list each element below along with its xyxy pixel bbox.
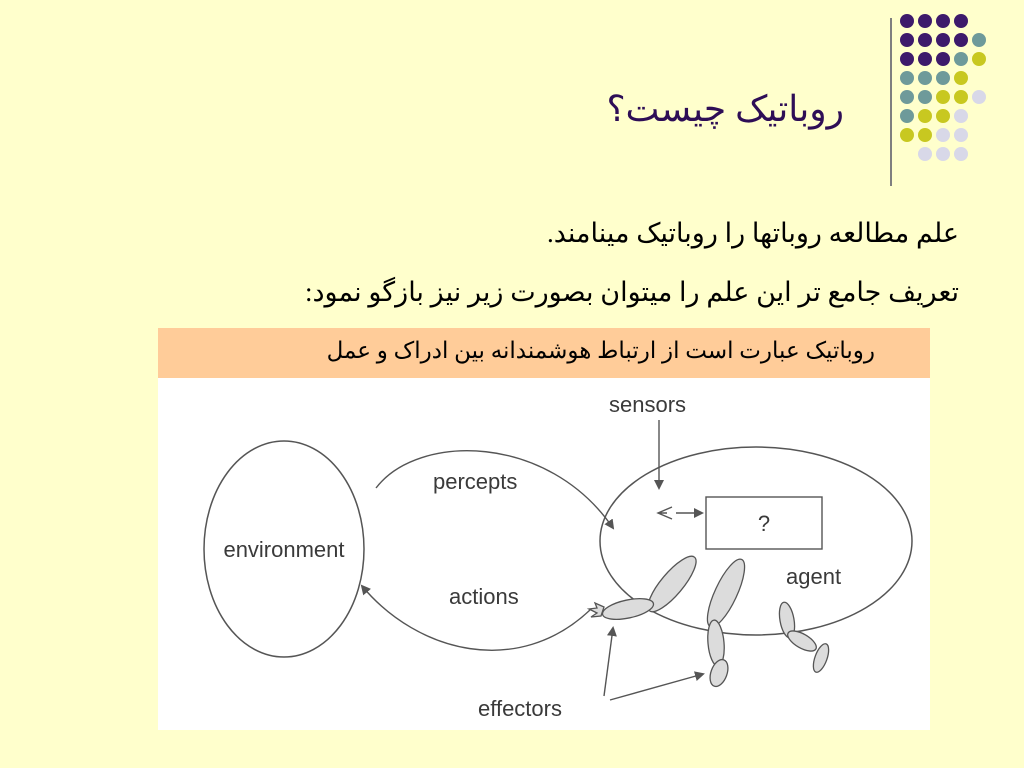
deco-dot [918, 90, 932, 104]
deco-dot [972, 90, 986, 104]
deco-dot [936, 33, 950, 47]
banner-text: روباتیک عبارت است از ارتباط هوشمندانه بین ادراک و عمل [326, 338, 875, 363]
deco-dot [900, 128, 914, 142]
deco-dot [954, 14, 968, 28]
deco-dot [936, 128, 950, 142]
agent-environment-diagram [158, 378, 930, 730]
effectors-arrow-right [610, 674, 703, 700]
deco-dot [954, 52, 968, 66]
deco-dot [918, 147, 932, 161]
definition-line-2: تعریف جامع تر این علم را میتوان بصورت زیر نیز بازگو نمود: [305, 277, 959, 307]
definition-banner [158, 328, 930, 378]
deco-dot [936, 52, 950, 66]
deco-dot [900, 33, 914, 47]
deco-dot [918, 14, 932, 28]
deco-dot [954, 33, 968, 47]
deco-dot [918, 71, 932, 85]
sensors-label: sensors [609, 392, 687, 417]
deco-dot [954, 109, 968, 123]
deco-dot [900, 90, 914, 104]
agent-program-unknown: ? [757, 511, 771, 536]
effectors-arrow-left [604, 628, 613, 696]
environment-label: environment [223, 537, 345, 562]
deco-dot [936, 71, 950, 85]
actions-label: actions [449, 584, 519, 609]
deco-dot [900, 109, 914, 123]
deco-dot [918, 109, 932, 123]
effectors-label: effectors [478, 696, 562, 721]
deco-dot [918, 52, 932, 66]
deco-dot [954, 147, 968, 161]
deco-dot [936, 14, 950, 28]
deco-dot [954, 128, 968, 142]
deco-dot [954, 71, 968, 85]
sensor-eye-icon [658, 507, 672, 519]
deco-dot [954, 90, 968, 104]
diagram-svg [158, 378, 930, 730]
definition-line-1: علم مطالعه روباتها را روباتیک مینامند. [546, 218, 959, 248]
deco-dot [918, 33, 932, 47]
title-divider-line [890, 18, 892, 186]
deco-dot [936, 90, 950, 104]
deco-dot [972, 33, 986, 47]
deco-dot [900, 14, 914, 28]
deco-dot [900, 71, 914, 85]
deco-dot [900, 52, 914, 66]
deco-dot [936, 109, 950, 123]
slide-title: روباتیک چیست؟ [606, 89, 844, 129]
deco-dot [936, 147, 950, 161]
agent-label: agent [786, 564, 842, 589]
deco-dot [918, 128, 932, 142]
deco-dot [972, 52, 986, 66]
percepts-label: percepts [433, 469, 518, 494]
